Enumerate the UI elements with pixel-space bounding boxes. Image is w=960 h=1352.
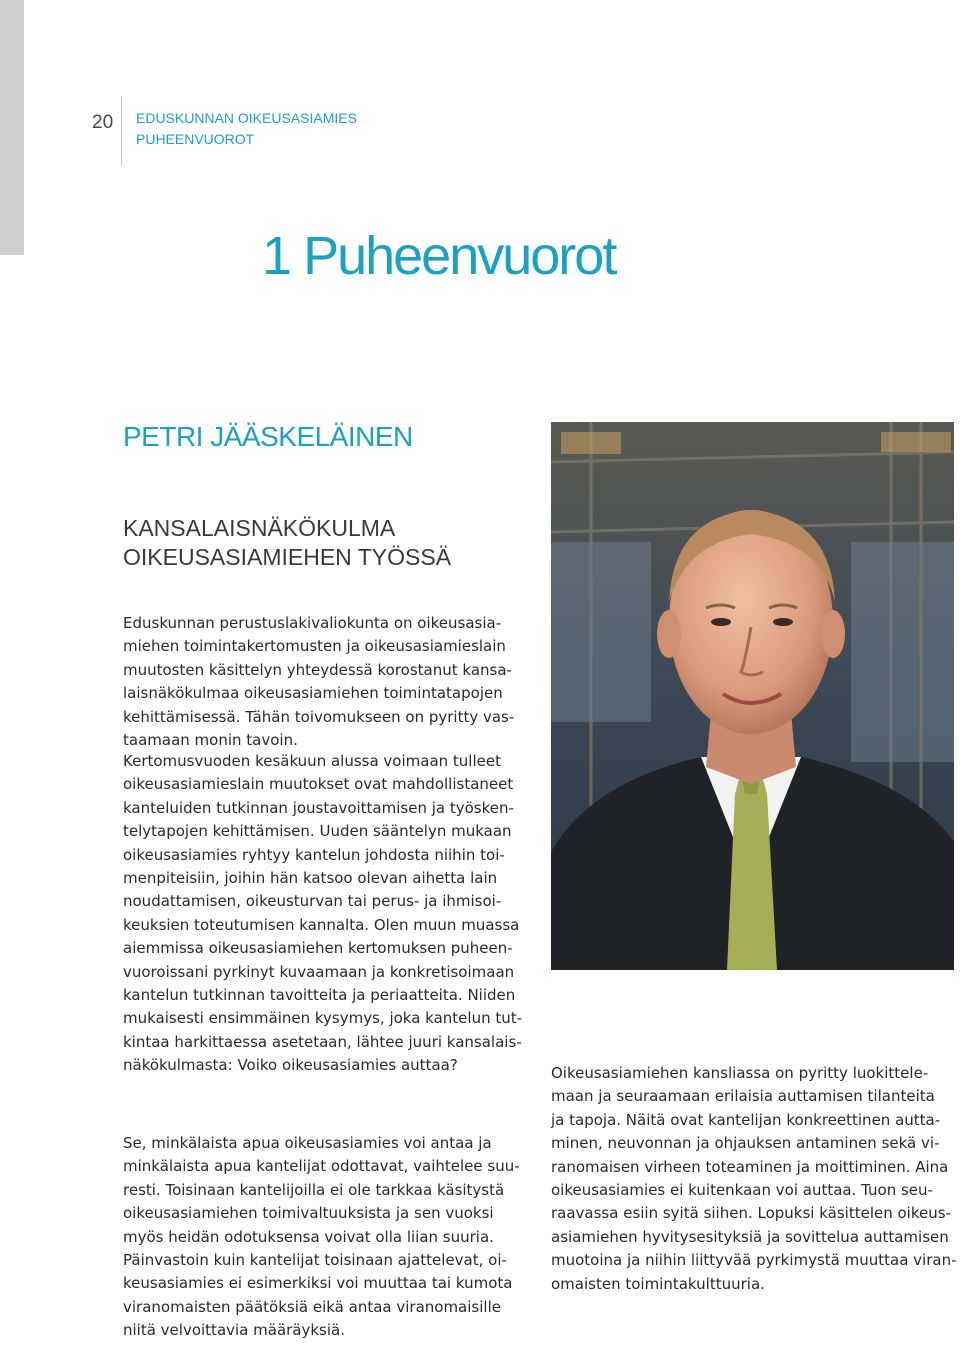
text-line: muutosten käsittelyn yhteydessä korostanut kansa- [123, 660, 512, 679]
paragraph-3 [123, 1132, 523, 1343]
chapter-heading [262, 224, 615, 288]
running-title-line: PUHEENVUOROT [136, 131, 255, 147]
text-line: oikeusasiamiehen toimivaltuuksista ja sen vuoksi [123, 1204, 494, 1223]
text-line: minkälaista apua kantelijat odottavat, vaihtelee suu- [123, 1157, 520, 1176]
text-line: muotoina ja niihin liittyvää pyrkimystä muuttaa viran- [551, 1251, 957, 1270]
text-line: omaisten toimintakulttuuria. [551, 1274, 765, 1293]
text-line: miehen toimintakertomusten ja oikeusasiamieslain [123, 637, 506, 656]
text-line: kanteluiden tutkinnan joustavoittamisen ja työsken- [123, 798, 514, 817]
text-line: oikeusasiamies ei kuitenkaan voi auttaa. Tuon seu- [551, 1180, 933, 1199]
running-title [136, 108, 357, 150]
text-line: ja tapoja. Näitä ovat kantelijan konkreettinen autta- [551, 1110, 941, 1129]
text-line: Kertomusvuoden kesäkuun alussa voimaan tulleet [123, 752, 501, 770]
text-line: mukaisesti ensimmäinen kysymys, joka kantelun tut- [123, 1009, 523, 1028]
text-line: minen, neuvonnan ja ohjauksen antaminen sekä vi- [551, 1134, 940, 1153]
text-line: laisnäkökulmaa oikeusasiamiehen toimintatapojen [123, 684, 503, 703]
portrait-photo-icon [551, 422, 954, 970]
text-line: oikeusasiamieslain muutokset ovat mahdollistaneet [123, 775, 514, 794]
text-line: menpiteisiin, joihin hän katsoo olevan aihetta lain [123, 868, 498, 887]
text-line: kantelun tutkinnan tavoitteita ja periaatteita. Niiden [123, 985, 516, 1004]
article-title-line: KANSALAISNÄKÖKULMA [123, 515, 396, 541]
text-line: oikeusasiamies ryhtyy kantelun johdosta niihin toi- [123, 845, 505, 864]
text-line: kehittämisessä. Tähän toivomukseen on pyritty vas- [123, 707, 515, 726]
text-line: telytapojen kehittämisen. Uuden sääntelyn mukaan [123, 822, 512, 841]
chapter-title: Puheenvuorot [303, 226, 616, 286]
paragraph-right [551, 1062, 957, 1296]
text-line: ranomaisen virheen toteaminen ja moittiminen. Aina [551, 1157, 949, 1176]
text-line: maan ja seuraamaan erilaisia auttamisen tilanteita [551, 1087, 935, 1106]
text-line: aiemmissa oikeusasiamiehen kertomuksen puheen- [123, 939, 513, 958]
text-line: raavassa esiin syitä siihen. Lopuksi käsittelen oikeus- [551, 1204, 951, 1223]
text-line: resti. Toisinaan kantelijoilla ei ole tarkkaa käsitystä [123, 1180, 505, 1199]
paragraph-1 [123, 612, 523, 752]
text-line: Se, minkälaista apua oikeusasiamies voi antaa ja [123, 1134, 492, 1152]
text-line: keuksien toteutumisen kannalta. Olen muun muassa [123, 915, 520, 934]
article-title [123, 514, 451, 572]
chapter-number: 1 [262, 226, 291, 286]
text-line: kintaa harkittaessa asetetaan, lähtee juuri kansalais- [123, 1032, 522, 1051]
text-line: niitä velvoittavia määräyksiä. [123, 1321, 345, 1340]
paragraph-2 [123, 750, 523, 1077]
text-line: keusasiamies ei esimerkiksi voi muuttaa tai kumota [123, 1274, 513, 1293]
text-line: taamaan monin tavoin. [123, 730, 298, 749]
portrait-photo [551, 422, 954, 970]
text-line: myös heidän odotuksensa voivat olla liian suuria. [123, 1227, 494, 1246]
text-line: Oikeusasiamiehen kansliassa on pyritty luokittele- [551, 1064, 929, 1082]
side-tab [0, 0, 24, 255]
text-line: Eduskunnan perustuslakivaliokunta on oikeusasia- [123, 614, 502, 632]
text-line: näkökulmasta: Voiko oikeusasiamies auttaa? [123, 1056, 458, 1075]
text-line: vuoroissani pyrkinyt kuvaamaan ja konkretisoimaan [123, 962, 515, 981]
header-divider [121, 96, 122, 166]
text-line: noudattamisen, oikeusturvan tai perus- ja ihmisoi- [123, 892, 502, 911]
text-line: Päinvastoin kuin kantelijat toisinaan ajattelevat, oi- [123, 1250, 507, 1269]
page-number: 20 [92, 112, 114, 133]
article-title-line: OIKEUSASIAMIEHEN TYÖSSÄ [123, 544, 452, 570]
text-line: viranomaisten päätöksiä eikä antaa viranomaisille [123, 1297, 501, 1316]
text-line: asiamiehen hyvitysesityksiä ja sovittelua auttamisen [551, 1227, 949, 1246]
running-title-line: EDUSKUNNAN OIKEUSASIAMIES [136, 110, 357, 126]
author-name: PETRI JÄÄSKELÄINEN [123, 421, 413, 452]
